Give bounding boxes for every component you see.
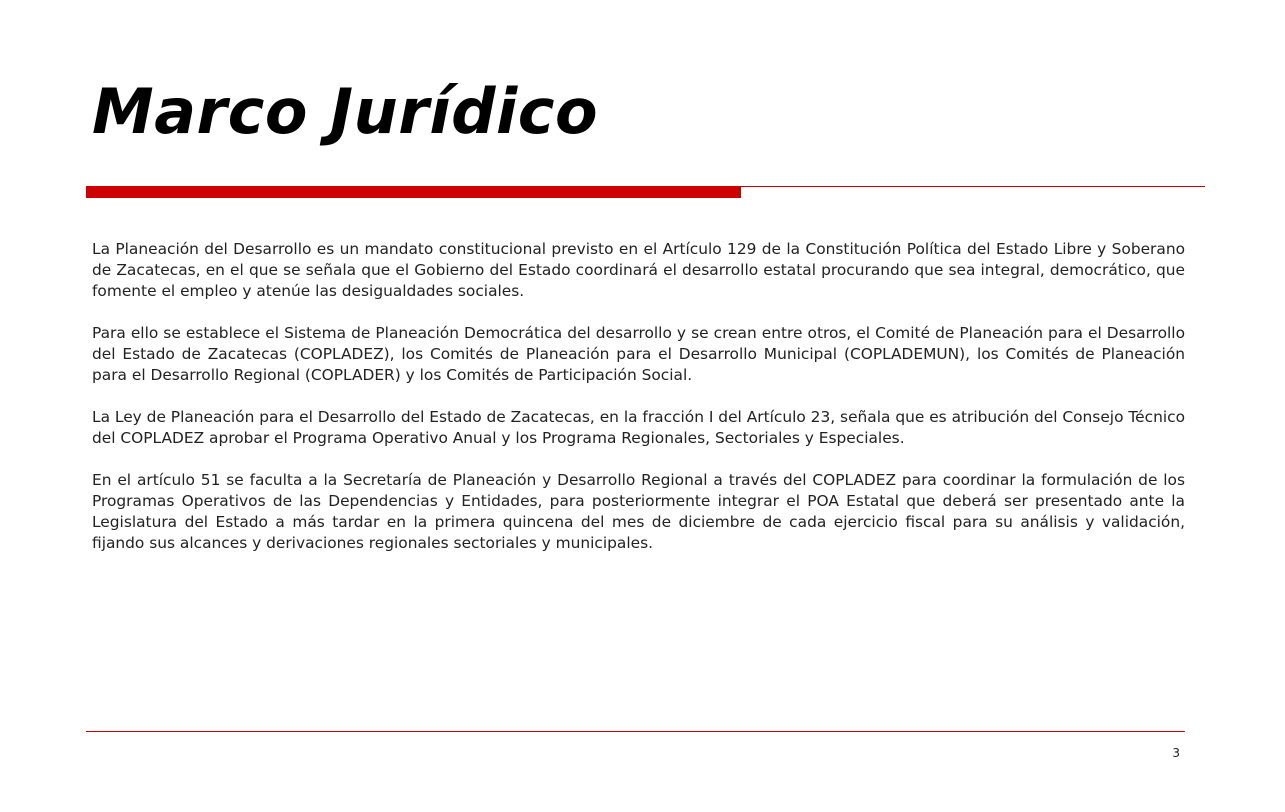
page-number: 3 [1172, 746, 1180, 760]
footer-divider [86, 731, 1185, 732]
title-underline-thin [741, 186, 1205, 187]
paragraph-article-51: En el artículo 51 se faculta a la Secretaría de Planeación y Desarrollo Regional a través del COPLADEZ para coordinar la formulación de los Programas Operativos de las Dependencias y Entidades, para posteriormente integrar el POA Estatal que deberá ser presentado ante la Legislatura del Estado a más tardar en la primera quincena del mes de diciembre de cada ejercicio fiscal para su análisis y validación, fijando sus alcances y derivaciones regionales sectoriales y municipales. [92, 471, 1185, 552]
body-text [92, 239, 1185, 575]
paragraph-constitutional-mandate: La Planeación del Desarrollo es un mandato constitucional previsto en el Artículo 129 de la Constitución Política del Estado Libre y Soberano de Zacatecas, en el que se señala que el Gobierno del Estado coordinará el desarrollo estatal procurando que sea integral, democrático, que fomente el empleo y atenúe las desigualdades sociales. [92, 240, 1185, 300]
paragraph-planning-system: Para ello se establece el Sistema de Planeación Democrática del desarrollo y se crean entre otros, el Comité de Planeación para el Desarrollo del Estado de Zacatecas (COPLADEZ), los Comités de Planeación para el Desarrollo Municipal (COPLADEMUN), los Comités de Planeación para el Desarrollo Regional (COPLADER) y los Comités de Participación Social. [92, 324, 1185, 384]
page-title: Marco Jurídico [92, 75, 599, 148]
title-underline-thick [86, 186, 741, 198]
paragraph-planning-law: La Ley de Planeación para el Desarrollo del Estado de Zacatecas, en la fracción I del Artículo 23, señala que es atribución del Consejo Técnico del COPLADEZ aprobar el Programa Operativo Anual y los Programa Regionales, Sectoriales y Especiales. [92, 408, 1185, 447]
